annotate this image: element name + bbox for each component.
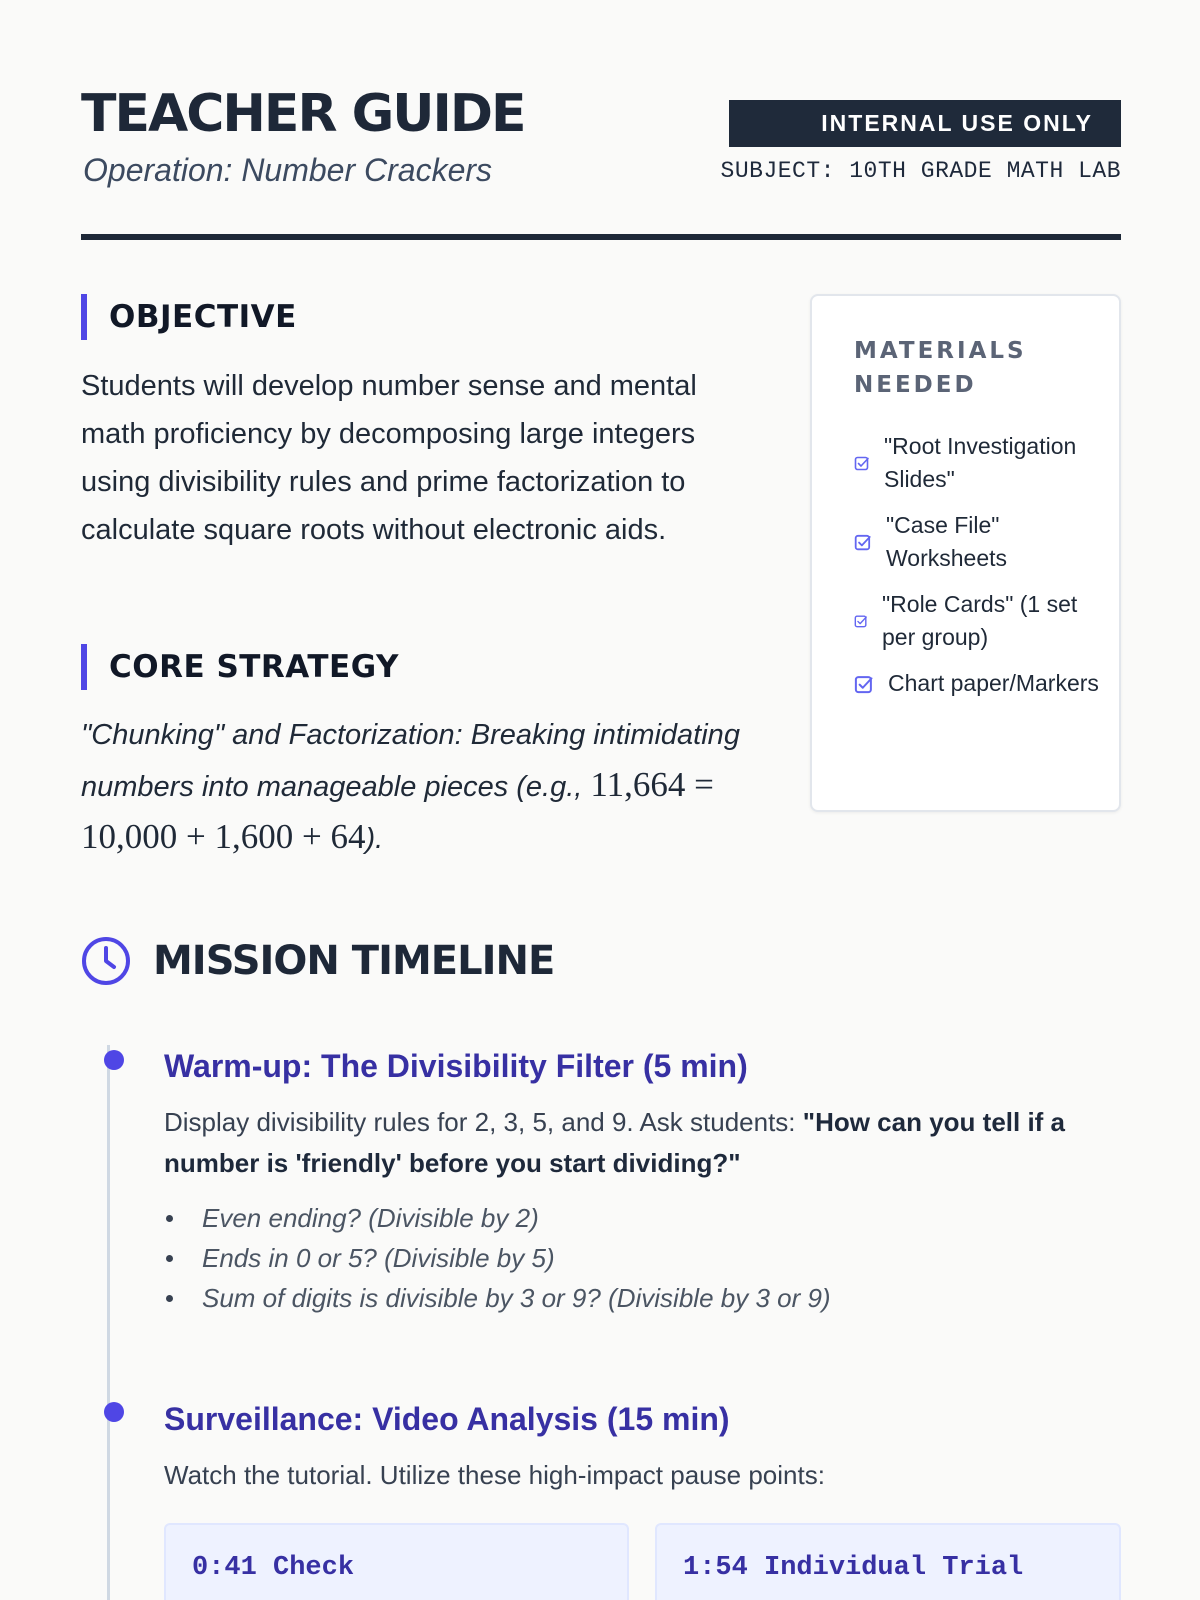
internal-use-badge: INTERNAL USE ONLY (729, 100, 1121, 147)
pause-point-card (655, 1523, 1121, 1600)
objective-heading-text: OBJECTIVE (109, 299, 297, 335)
pause-point-title: 0:41 Check (192, 1553, 355, 1583)
pause-point-card (164, 1523, 629, 1600)
core-strategy-heading (81, 644, 399, 690)
materials-item-label: "Root Investigation Slides" (884, 433, 1077, 492)
heading-accent-bar (81, 644, 87, 690)
materials-item-label: Chart paper/Markers (888, 670, 1099, 696)
materials-item-label: "Role Cards" (1 set per group) (882, 591, 1078, 650)
list-item: Sum of digits is divisible by 3 or 9? (Divisible by 3 or 9) (164, 1278, 1122, 1318)
pause-point-title: 1:54 Individual Trial (683, 1553, 1024, 1583)
materials-item-label: "Case File" Worksheets (886, 512, 1008, 571)
materials-item (854, 667, 1104, 700)
step-description: Watch the tutorial. Utilize these high-impact pause points: (164, 1460, 825, 1490)
page-title: TEACHER GUIDE (81, 84, 525, 144)
subject-label: SUBJECT: 10TH GRADE MATH LAB (720, 158, 1121, 184)
header-divider (81, 234, 1121, 240)
clock-icon (81, 936, 131, 986)
step-title: Surveillance: Video Analysis (15 min) (164, 1401, 730, 1437)
checkbox-check-icon (854, 455, 870, 471)
materials-list (854, 430, 1104, 713)
step-description-text: Display divisibility rules for 2, 3, 5, and 9. Ask students: (164, 1107, 803, 1137)
mission-timeline-title: MISSION TIMELINE (153, 938, 555, 984)
checkbox-check-icon (854, 614, 868, 628)
step-description (164, 1102, 1122, 1184)
step-title: Warm-up: The Divisibility Filter (5 min) (164, 1048, 748, 1084)
materials-title: MATERIALS NEEDED (854, 338, 1027, 398)
timeline-dot (104, 1050, 124, 1070)
strategy-text-suffix: ). (365, 823, 384, 855)
core-strategy-text (81, 710, 761, 864)
materials-item (854, 430, 1104, 496)
objective-heading (81, 294, 297, 340)
timeline-line (107, 1045, 110, 1600)
materials-item (854, 588, 1104, 654)
page-subtitle: Operation: Number Crackers (83, 152, 493, 188)
checkbox-check-icon (854, 533, 872, 551)
step-question: "How can you tell if a number is 'friendly' before you start dividing?" (164, 1107, 1066, 1178)
timeline-dot (104, 1402, 124, 1422)
checkbox-check-icon (854, 674, 874, 694)
materials-item (854, 509, 1104, 575)
list-item: Even ending? (Divisible by 2) (164, 1198, 1122, 1238)
strategy-text-prefix: "Chunking" and Factorization: Breaking intimidating numbers into manageable pieces (e.g., (81, 719, 740, 803)
guide-header (81, 84, 1121, 242)
list-item: Ends in 0 or 5? (Divisible by 5) (164, 1238, 1122, 1278)
divisibility-list (164, 1198, 1122, 1318)
materials-card (810, 294, 1121, 812)
heading-accent-bar (81, 294, 87, 340)
core-strategy-heading-text: CORE STRATEGY (109, 649, 399, 685)
mission-timeline-heading (81, 936, 554, 986)
objective-text: Students will develop number sense and mental math proficiency by decomposing large integers using divisibility rules and prime factorization to calculate square roots without electronic aids. (81, 370, 697, 546)
strategy-math-expression: 11,664 = 10,000 + 1,600 + 64 (81, 765, 714, 856)
